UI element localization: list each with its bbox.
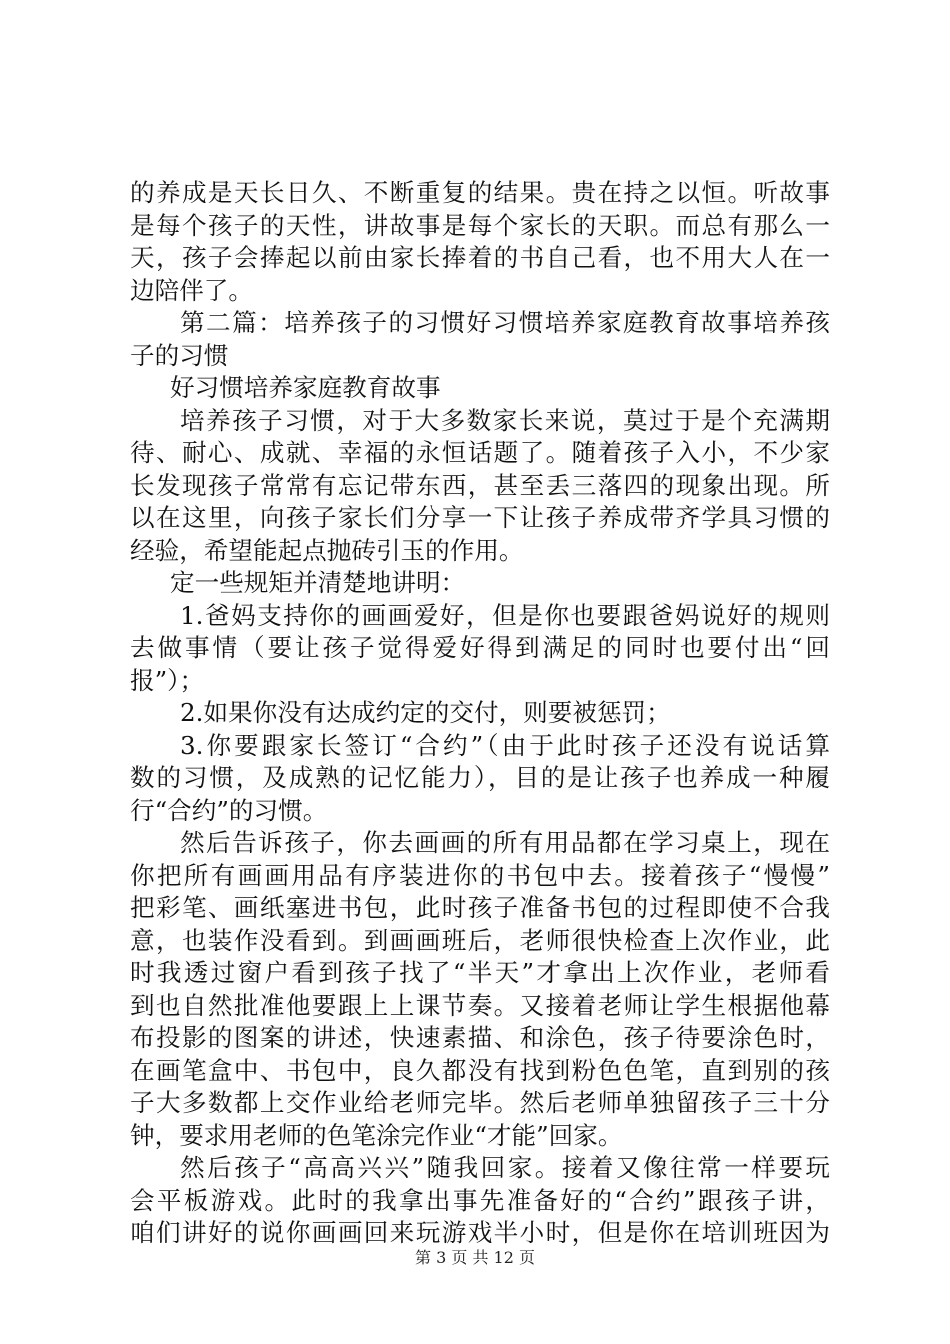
- text-line: 你把所有画画用品有序装进你的书包中去。接着孩子“慢慢”: [130, 860, 830, 890]
- text-line: 天，孩子会捧起以前由家长捧着的书自己看，也不用大人在一: [130, 243, 830, 272]
- text-line: 然后孩子“高高兴兴”随我回家。接着又像往常一样要玩: [180, 1153, 830, 1182]
- list-item: [130, 600, 830, 698]
- text-line: 2.如果你没有达成约定的交付，则要被惩罚；: [180, 698, 671, 727]
- section-heading: [130, 307, 830, 372]
- text-line: 是每个孩子的天性，讲故事是每个家长的天职。而总有那么一: [130, 210, 830, 240]
- text-line: 把彩笔、画纸塞进书包，此时孩子准备书包的过程即使不合我: [130, 893, 830, 922]
- text-line: 报”）；: [130, 665, 205, 695]
- text-line: 边陪伴了。: [130, 275, 253, 305]
- text-line: 培养孩子习惯，对于大多数家长来说，莫过于是个充满期: [180, 405, 830, 435]
- text-line: 长发现孩子常常有忘记带东西，甚至丢三落四的现象出现。所: [130, 470, 830, 500]
- text-line: 布投影的图案的讲述，快速素描、和涂色，孩子待要涂色时，: [130, 1023, 830, 1052]
- paragraph: [130, 1152, 830, 1250]
- subtitle: [130, 372, 830, 405]
- text-line: 然后告诉孩子，你去画画的所有用品都在学习桌上，现在: [180, 828, 830, 857]
- list-item: [130, 697, 830, 730]
- text-line: 1.爸妈支持你的画画爱好，但是你也要跟爸妈说好的规则: [180, 600, 830, 630]
- text-line: 到也自然批准他要跟上上课节奏。又接着老师让学生根据他幕: [130, 990, 830, 1020]
- text-line: 3.你要跟家长签订“合约”（由于此时孩子还没有说话算: [180, 730, 830, 760]
- text-line: 在画笔盒中、书包中，良久都没有找到粉色色笔，直到别的孩: [130, 1055, 830, 1085]
- text-line: 子的习惯: [130, 340, 229, 370]
- text-line: 的养成是天长日久、不断重复的结果。贵在持之以恒。听故事: [130, 178, 830, 207]
- text-line: 去做事情（要让孩子觉得爱好得到满足的同时也要付出“回: [130, 633, 830, 662]
- text-line: 咱们讲好的说你画画回来玩游戏半小时，但是你在培训班因为: [130, 1218, 830, 1247]
- text-line: 行“合约”的习惯。: [130, 795, 328, 825]
- paragraph: [130, 567, 830, 600]
- text-line: 数的习惯，及成熟的记忆能力），目的是让孩子也养成一种履: [130, 763, 830, 792]
- text-line: 时我透过窗户看到孩子找了“半天”才拿出上次作业，老师看: [130, 958, 830, 987]
- text-line: 好习惯培养家庭教育故事: [170, 373, 441, 402]
- text-line: 意，也装作没看到。到画画班后，老师很快检查上次作业，此: [130, 925, 830, 955]
- text-line: 第二篇：培养孩子的习惯好习惯培养家庭教育故事培养孩: [180, 308, 830, 337]
- text-line: 以在这里，向孩子家长们分享一下让孩子养成带齐学具习惯的: [130, 503, 830, 532]
- list-item: [130, 730, 830, 828]
- text-line: 子大多数都上交作业给老师完毕。然后老师单独留孩子三十分: [130, 1088, 830, 1117]
- document-body: [130, 177, 830, 1250]
- text-line: 经验，希望能起点抛砖引玉的作用。: [130, 535, 524, 565]
- text-line: 会平板游戏。此时的我拿出事先准备好的“合约”跟孩子讲，: [130, 1185, 830, 1215]
- paragraph: [130, 405, 830, 568]
- text-line: 待、耐心、成就、幸福的永恒话题了。随着孩子入小，不少家: [130, 438, 830, 467]
- page-number: 第 3 页 共 12 页: [415, 1248, 535, 1267]
- paragraph: [130, 177, 830, 307]
- paragraph: [130, 827, 830, 1152]
- text-line: 定一些规矩并清楚地讲明：: [170, 568, 466, 597]
- text-line: 钟，要求用老师的色笔涂完作业“才能”回家。: [130, 1120, 623, 1150]
